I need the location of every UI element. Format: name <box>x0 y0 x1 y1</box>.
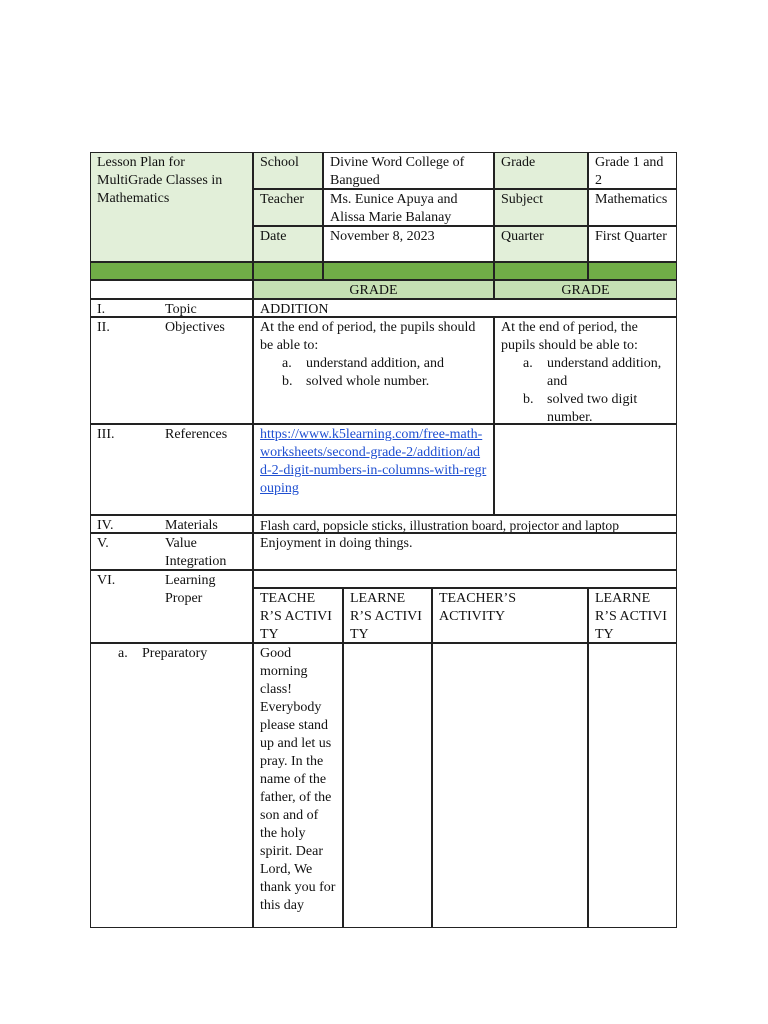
value-integration-label: Value Integration <box>165 536 227 569</box>
objectives-grade1 <box>253 317 494 424</box>
references-label: References <box>165 427 228 442</box>
objectives-grade2 <box>494 317 677 424</box>
grade-header-1: GRADE <box>253 280 494 299</box>
grade-label: Grade <box>494 152 588 189</box>
grade-header-empty <box>90 280 253 299</box>
value-integration-value: Enjoyment in doing things. <box>253 533 677 570</box>
preparatory-marker: a. <box>118 646 128 661</box>
preparatory-label-cell <box>90 643 253 928</box>
activity-header-learner-2: LEARNER’S ACTIVITY <box>588 588 677 643</box>
preparatory-teacher-activity-2 <box>432 643 588 928</box>
learning-proper-label: Learning Proper <box>165 573 216 606</box>
objectives-number: II. <box>97 320 110 335</box>
topic-label-cell <box>90 299 253 317</box>
topic-number: I. <box>97 302 106 317</box>
objectives-label-cell <box>90 317 253 424</box>
date-value: November 8, 2023 <box>323 226 494 262</box>
band-cell <box>588 262 677 280</box>
preparatory-learner-activity-2 <box>588 643 677 928</box>
value-integration-number: V. <box>97 536 109 551</box>
topic-label: Topic <box>165 302 197 317</box>
materials-value: Flash card, popsicle sticks, illustration board, projector and laptop <box>253 515 677 533</box>
materials-label-cell <box>90 515 253 533</box>
quarter-label: Quarter <box>494 226 588 262</box>
list-item: b. solved whole number. <box>282 374 430 389</box>
grade-header-2: GRADE <box>494 280 677 299</box>
teacher-value: Ms. Eunice Apuya and Alissa Marie Balanay <box>323 189 494 226</box>
references-number: III. <box>97 427 115 442</box>
list-item: b. solved two digit number. <box>523 392 638 424</box>
date-label: Date <box>253 226 323 262</box>
band-cell <box>323 262 494 280</box>
preparatory-teacher-activity: Good morning class! Everybody please stand up and let us pray. In the name of the father, of the son and of the holy spirit. Dear Lord, We thank you for this day <box>253 643 343 928</box>
subject-label: Subject <box>494 189 588 226</box>
band-cell <box>253 262 323 280</box>
band-cell <box>90 262 253 280</box>
references-label-cell <box>90 424 253 515</box>
references-grade2 <box>494 424 677 515</box>
activity-header-learner-1: LEARNER’S ACTIVITY <box>343 588 432 643</box>
school-value: Divine Word College of Bangued <box>323 152 494 189</box>
preparatory-learner-activity-1 <box>343 643 432 928</box>
quarter-value: First Quarter <box>588 226 677 262</box>
school-label: School <box>253 152 323 189</box>
objectives-intro: At the end of period, the pupils should be able to: <box>260 320 476 353</box>
activity-header-teacher-1: TEACHER’S ACTIVITY <box>253 588 343 643</box>
objectives-intro: At the end of period, the pupils should be able to: <box>501 320 638 353</box>
list-item: a. understand addition, and <box>282 356 445 371</box>
preparatory-label: Preparatory <box>142 646 208 661</box>
value-integration-label-cell <box>90 533 253 570</box>
objectives-list <box>501 355 670 424</box>
lesson-plan-title: Lesson Plan for MultiGrade Classes in Mathematics <box>90 152 253 262</box>
learning-proper-blank <box>253 570 677 588</box>
references-grade1 <box>253 424 494 515</box>
teacher-label: Teacher <box>253 189 323 226</box>
learning-proper-label-cell <box>90 570 253 643</box>
materials-number: IV. <box>97 518 114 533</box>
band-cell <box>494 262 588 280</box>
objectives-list <box>260 355 487 391</box>
objectives-label: Objectives <box>165 320 225 335</box>
activity-header-teacher-2: TEACHER’S ACTIVITY <box>432 588 588 643</box>
learning-proper-number: VI. <box>97 573 116 588</box>
topic-value: ADDITION <box>253 299 677 317</box>
reference-link[interactable]: https://www.k5learning.com/free-math-worksheets/second-grade-2/addition/add-2-digit-numbers-in-columns-with-regrouping <box>260 427 487 496</box>
grade-value: Grade 1 and 2 <box>588 152 677 189</box>
materials-label: Materials <box>165 518 218 533</box>
subject-value: Mathematics <box>588 189 677 226</box>
list-item: a. understand addition, and <box>523 356 662 389</box>
